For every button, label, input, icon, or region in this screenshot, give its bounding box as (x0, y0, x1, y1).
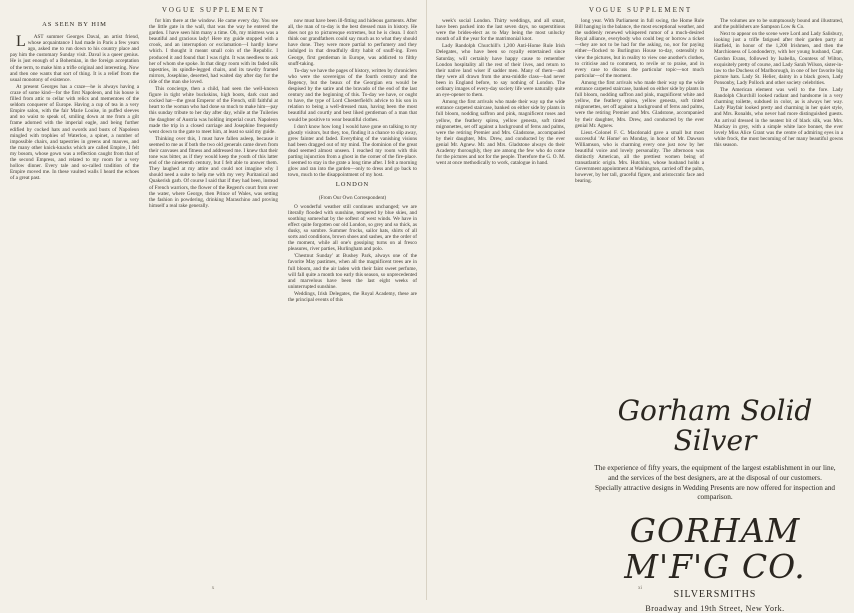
london-subtitle: (From Our Own Correspondent) (318, 194, 387, 201)
right-column-3 (714, 18, 843, 378)
paragraph-text: AST summer Georges Daval, an artist friend, whose acquaintance I had made in Paris a few years ago, asked me to run down to his country place and pay him the customary Sunday visit. Daval is a queer genius. He is just enough of a Bohemian, in the foreign acceptation of the term, to make him a trifle original and interesting. Now and then one wants that sort of thing. It is a relief from the usual monotony of existence. (10, 34, 139, 83)
left-column-1 (10, 18, 139, 588)
article-paragraph (10, 34, 139, 83)
ad-address: Broadway and 19th Street, New York. (645, 604, 785, 613)
article-paragraph: week's social London. Thirty weddings, and all smart, have been packed into the last seven days, no superstitious were the brides-elect as to May being the most unlucky month of all the year for the matrimonial knot. (436, 18, 565, 43)
london-paragraph: Weddings, Irish Delegates, the Royal Academy, these are the principal events of this (288, 290, 417, 304)
right-column-1 (436, 18, 565, 588)
ad-body: The experience of fifty years, the equipment of the largest establishment in our line, and the services of the best designers, are at the disposal of our customers. Specially attractive designs in Wedding Presents are now offered for inspection and comparison. (594, 464, 836, 502)
gorham-advertisement (584, 390, 846, 613)
article-paragraph: long year. With Parliament in full swing, the Home Rule Bill hanging in the balance, the most exceptional weather, and the suddenly renewed whispered rumor of a much-desired Royal alliance, everybody who could beg or borrow a ticket—they are not to be had for the asking, no, nor for paying either—flocked to Burlington House to-day, ostensibly to view the pictures, but in reality to view one another's clothes, to criticise and to comment, to revile or to praise, and in every case to discuss the particular topic—not much particular—of the moment. (575, 18, 704, 79)
london-paragraph: 'Chestnut Sunday' at Bushey Park, always one of the favorite May pastimes, when all the magnificent trees are in full bloom, and the air laden with their faint sweet perfume, will fall quite a month too early this season, so unprecedented and marvelous have been the last eight weeks of uninterrupted sunshine. (288, 253, 417, 290)
ad-subtitle: SILVERSMITHS (673, 589, 757, 601)
article-paragraph: Next to appear on the scene were Lord and Lady Salisbury, looking just a trifle fatigued after their garden party at Hatfield, in honor of the 1,200 Irishmen, and then the Marchioness of Londonderry, with her young husband, Capt. Gordon Evans, followed by Isabella, Countess of Wilton, exquisitely pretty of course, and Lady Sarah Wilson, sister-in-law to the Duchess of Marlborough, in one of her favorite big picture hats. Lady St. Helier, dainty in a black gown, Lady Ponsonby, Lady Pollock and other society celebrities. (714, 31, 843, 86)
drop-cap: L (16, 33, 26, 51)
article-paragraph: This concierge, then a child, had seen the well-known figure in tight white buckskins, high boots, dark coat and cocked hat—the great Emperor of the French, still faithful at heart to the woman who had done so much to make him—pay this sunday tribute to her day after day, while at the Tuileries the daughter of Austria was holding imperial court. Napoleon made the trip in a closed carriage and Josephine frequently went down to the gate to meet him, at least so said my guide. (149, 86, 278, 135)
article-paragraph: Thinking over this, I must have fallen asleep, because it seemed to me as if both the two old generals came down from their canvases and fitness and addressed me. I knew that their tone was bitter, as if they would keep the youth of this latter end of the nineteenth century, but I felt able to answer them. They laughed at my attire and could not imagine why I should need a suite to help me with my very Puritanical and Quakerish garb. Of course I said that if they had been, instead of French warriors, the flower of the Regent's court from over the water, where George, then Prince of Wales, was setting the fashion in powdering, drinking Maraschino and proving himself a real rake generally. (149, 135, 278, 209)
london-paragraph: O wonderful weather still continues unchanged; we are literally flooded with sunshine, tempered by blue skies, and soothing somewhat by the softest of west winds. We have in effect quite forgotten our old London, so grey and so thick, as dusky, so sombre. Summer frocks, sailor hats, shirts of all sorts and conditions, brown shoes and sashes, are the order of the moment, while all one's gossiping turns on al fresco pleasures, river parties, Hurlingham and polo. (288, 203, 417, 253)
article-paragraph: Among the first arrivals who made their way up the wide entrance carpeted staircase, banked on either side by plants in full bloom, nodding saffron and pink, magnificent white and yellow, the feathery spirea, yellow genesta, soft tinted mignonettes, set off against a background of ferns and palms, were the retiring Premier and Mrs. Gladstone, accompanied by their daughter, Mrs. Drew, and conducted by the ever genial Mr. Agnew. (575, 79, 704, 129)
article-paragraph: The volumes are to be sumptuously bound and illustrated, and the publishers are Sampson Low & Co. (714, 18, 843, 31)
page-gutter (426, 0, 427, 600)
article-paragraph: Lady Randolph Churchill's 1,200 Anti-Home Rule Irish Delegates, who have been so royally entertained since Saturday, will certainly have happy cause to remember London hospitality all the rest of their lives, and return to their native land wiser if sadder men. Many of them—and they were all drawn from the area-middle class—had never been in England before, to say nothing of London. The ordinary images of every-day society life were naturally quite an eye-opener to them. (436, 43, 565, 99)
left-column-3 (288, 18, 417, 588)
article-paragraph: I don't know how long I would have gone on talking to my ghostly visitors, but they, too, finding it a chance to slip away, grew fainter and faded. Everything of the vanishing visions had been dragged out of my mind. The dominion of the great dead seemed almost unseen. I reached my room with this parting injunction from a ghost in the corner of the fire-place. I seemed to stay in the grate a long time after. I felt a morning glow and ran into the garden—only to dress and go back to town, much to the disappointment of my host. (288, 123, 417, 179)
article-paragraph: To-day we have the pages of history, written by chroniclers who were the sovereigns of the fourth century and the Regency, but the beaux of the Georgian era would be despised by the satire and the bravado of the end of the last century and the beginning of this. To-day we have, or ought to have, the type of Lord Chesterfield's advice to his son in relation to being a well-dressed man, having been the most beautiful and courtly and best liked gentleman of a man that would be positive to wear beautiful clothes. (288, 67, 417, 123)
right-column-2 (575, 18, 704, 378)
article-title: AS SEEN BY HIM (42, 21, 107, 28)
article-paragraph: for him there at the window. He came every day. You see the little gate in the wall, that was the way he entered the garden. I have seen him many a time. Oh, my mistress was a beautiful and gracious lady! Here my guide stopped with a crook, and an interruption or exclamation—I hardly knew which. I thought it meant small coin of the Republic. I produced it and found that I was right. It was needless to ask her of whom she spoke. In that dingy room with its faded silk tapestries, its spindle-legged chairs, and its tawdry framed mirrors, Josephine, deserted, had waited day after day for the ride of the man she loved. (149, 18, 278, 85)
article-paragraph: The American element was well to the fore. Lady Randolph Churchill looked radiant and handsome in a very charming toilette, subdued in color, as is always her way. Lady Playfair looked pretty and charming in her quiet style, and Mrs. Ronalds, who never had more distinguished guests. An arrival dressed in the neatest bit of black silk, was Mrs. Mackay in grey, with a simple white lace bonnet, the ever lovely Miss Alice Grant was the centre of admiring eyes in a white frock, the most becoming of her many beautiful gowns this season. (714, 87, 843, 148)
page-number-right: xi (638, 586, 642, 591)
article-paragraph: At present Georges has a craze—he is always having a craze of some kind—for the first Napoleon, and his house is filled from attic to cellar with relics and mementoes of the seldom conquerer of Europe. Having a cup of tea in a very Empire salon, with the fair Marie Louise, in puffed sleeves and no waist to speak of, smiling down at me from a gilt frame adorned with the imperial eagle, and being further edified by cocked hats and swords and busts of Napoleon mingled with trophies of Waterloo, a spinet, a number of impossible chairs, and tapestries in greens and mauves, and the many other knick-knacks which are called Empire, I felt my bosom, whose gown was a reflection caught from that of the second Empress, and related to my room for a very hollow dinner. Every tale and so-called tradition of the Empire moved me. In these vaulted walls I heard the echoes of a great past. (10, 83, 139, 182)
left-page (10, 18, 418, 588)
running-header-right: VOGUE SUPPLEMENT (588, 6, 693, 14)
left-column-2 (149, 18, 278, 588)
page-number-left: x (211, 586, 215, 591)
article-paragraph: Among the first arrivals who made their way up the wide entrance carpeted staircase, banked on either side by plants in full bloom, nodding saffron and pink, magnificent roses and yellow, the feathery spirea, yellow genesta, soft tinted mignonettes, set off against a background of ferns and palms, were the retiring Premier and Mrs. Gladstone, accompanied by their daughter, Mrs. Drew, and conducted by the ever genial Mr. Agnew. Mr. and Mrs. Gladstone always do their Academy thoroughly, they are among the few who do come for the pictures and not for the people. Therefore the G. O. M. went at once methodically to work, catalogue in hand. (436, 99, 565, 167)
right-page (436, 18, 844, 613)
running-header-left: VOGUE SUPPLEMENT (161, 6, 266, 14)
ad-company-name: GORHAM M'F'G CO. (624, 511, 806, 587)
article-paragraph: Lieut.-Colonel F. C. Macdonald gave a small but most successful 'At Home' on Monday, in honor of Mr. Dawson Williamson, who is charming every one just now by her beautiful voice and lovely personality. The afternoon was distinctly American, all the prettiest women being of transatlantic origin. Mrs. Hutchins, whose husband holds a Government appointment at Washington, carried off the palm, however, by her tall, graceful figure, and aristocratic face and bearing. (575, 129, 704, 185)
london-title: LONDON (335, 181, 370, 189)
article-paragraph: now must have been ill-fitting and hideous garments. After all, the man of to-day is the best dressed man in history. He does not go to picturesque extremes, but he is clean. I don't think our grandfathers could say much as to what they should have done. They were more partial to perfumery and they indulged in that dreadfully dirty habit of snuff-ing. Even George, first gentleman in Europe, was addicted to filthy snuff-taking. (288, 18, 417, 67)
ad-headline: Gorham Solid Silver (617, 394, 813, 457)
